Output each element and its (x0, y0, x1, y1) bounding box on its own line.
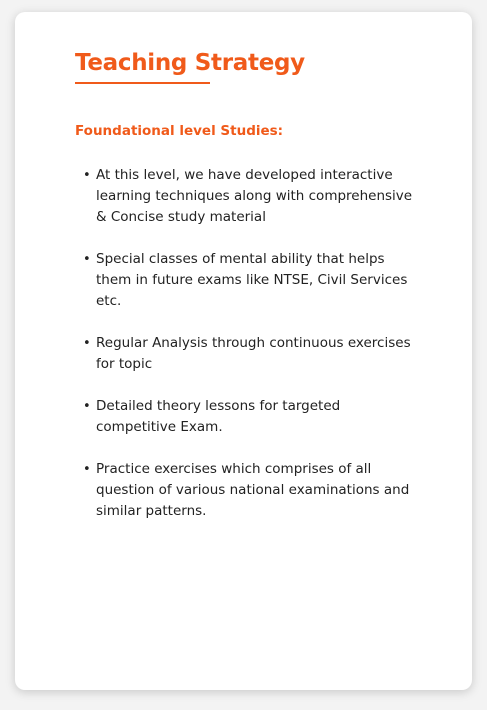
list-item-text: At this level, we have developed interactive learning techniques along with comprehensive & Concise study material (96, 167, 413, 225)
bullet-icon: • (83, 252, 91, 267)
list-item-text: Special classes of mental ability that helps them in future exams like NTSE, Civil Services etc. (96, 251, 408, 309)
list-item (83, 333, 423, 375)
section-title: Teaching Strategy (75, 50, 305, 76)
list-item (83, 459, 423, 522)
list-item (83, 396, 423, 438)
list-item (83, 249, 423, 312)
content-card (15, 12, 472, 690)
bullet-icon: • (83, 336, 91, 351)
strategy-list (83, 165, 423, 543)
bullet-icon: • (83, 462, 91, 477)
bullet-icon: • (83, 168, 91, 183)
bullet-icon: • (83, 399, 91, 414)
list-item (83, 165, 423, 228)
section-subheading: Foundational level Studies: (75, 123, 284, 139)
title-underline (75, 82, 210, 84)
list-item-text: Detailed theory lessons for targeted competitive Exam. (96, 398, 341, 435)
list-item-text: Practice exercises which comprises of all question of various national examinations and similar patterns. (96, 461, 410, 519)
list-item-text: Regular Analysis through continuous exercises for topic (96, 335, 411, 372)
